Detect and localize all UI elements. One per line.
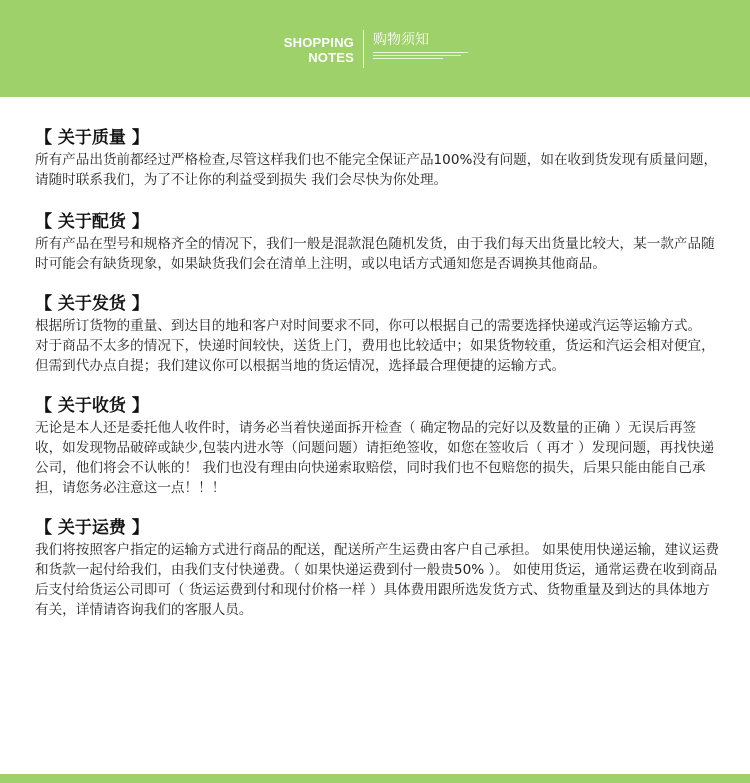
section-freight bbox=[35, 516, 720, 620]
section-shipping bbox=[35, 292, 720, 376]
section-paragraph: 根据所订货物的重量、到达目的地和客户对时间要求不同，你可以根据自己的需要选择快递或汽运等运输方式。 bbox=[35, 318, 702, 334]
header-banner bbox=[0, 0, 750, 97]
notes-content bbox=[35, 126, 720, 632]
section-title: 【 关于运费 】 bbox=[35, 518, 149, 538]
banner-title-line1: SHOPPING bbox=[283, 35, 354, 50]
banner-title-line2: NOTES bbox=[308, 50, 354, 65]
banner-decorative-lines bbox=[373, 52, 468, 61]
banner-divider bbox=[363, 30, 364, 68]
banner-title-chinese: 购物须知 bbox=[373, 32, 429, 48]
section-distribution bbox=[35, 210, 720, 274]
section-title: 【 关于配货 】 bbox=[35, 212, 149, 232]
section-paragraph: 所有产品在型号和规格齐全的情况下，我们一般是混款混色随机发货，由于我们每天出货量比较大，某一款产品随时可能会有缺货现象，如果缺货我们会在清单上注明，或以电话方式通知您是否调换其他商品。 bbox=[35, 236, 715, 272]
section-paragraph: 无论是本人还是委托他人收件时，请务必当着快递面拆开检查（ 确定物品的完好以及数量的正确 ）无误后再签收，如发现物品破碎或缺少,包装内进水等（问题问题）请拒绝签收，如您在签收后（ 再才 ）发现问题，再找快递公司，他们将会不认帐的！ 我们也没有理由向快递索取赔偿，同时我们也不包赔您的损失，后果只能由能自己承担，请您务必注意这一点！！！ bbox=[35, 420, 715, 496]
section-paragraph: 对于商品不太多的情况下，快递时间较快，送货上门，费用也比较适中；如果货物较重，货运和汽运会相对便宜，但需到代办点自提；我们建议你可以根据当地的货运情况，选择最合理便捷的运输方式。 bbox=[35, 338, 715, 374]
section-quality bbox=[35, 126, 720, 190]
section-receiving bbox=[35, 394, 720, 498]
section-title: 【 关于发货 】 bbox=[35, 294, 149, 314]
section-title: 【 关于收货 】 bbox=[35, 396, 149, 416]
section-paragraph: 我们将按照客户指定的运输方式进行商品的配送，配送所产生运费由客户自己承担。 如果使用快递运输，建议运费和货款一起付给我们，由我们支付快递费。（ 如果快递运费到付一般贵50% ）。 如使用货运，通常运费在收到商品后支付给货运公司即可（ 货运运费到付和现付价格一样 ）具体费用跟所选发货方式、货物重量及到达的具体地方有关，详情请咨询我们的客服人员。 bbox=[35, 542, 720, 618]
section-paragraph: 所有产品出货前都经过严格检查,尽管这样我们也不能完全保证产品100%没有问题，如在收到货发现有质量问题，请随时联系我们，为了不让你的利益受到损失 我们会尽快为你处理。 bbox=[35, 152, 718, 188]
banner-title-english bbox=[284, 35, 354, 65]
footer-bar bbox=[0, 774, 750, 783]
section-title: 【 关于质量 】 bbox=[35, 128, 149, 148]
